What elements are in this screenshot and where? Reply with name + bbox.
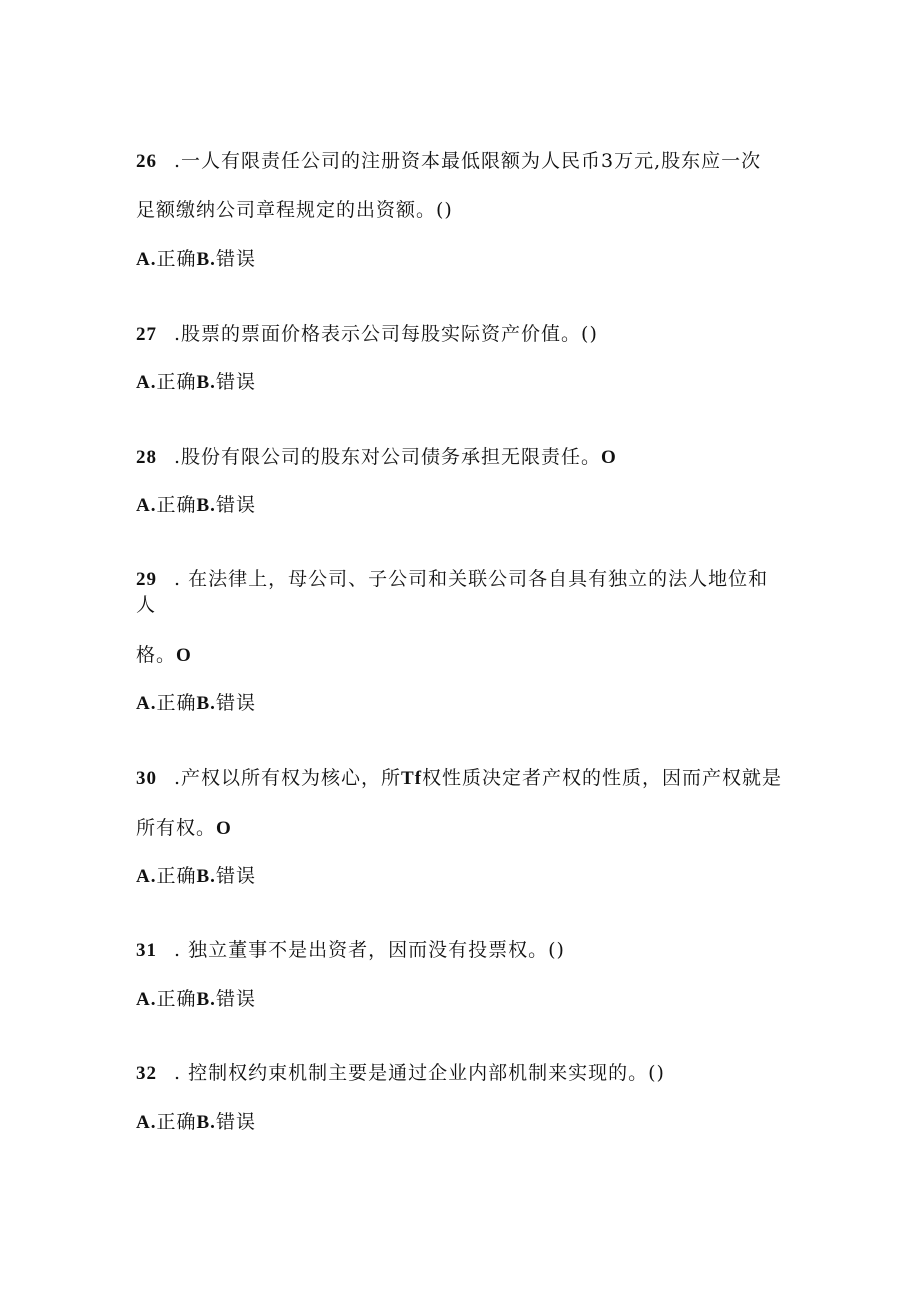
option-b-text: 错误	[215, 692, 256, 714]
option-a-text: 正确	[156, 988, 197, 1010]
question-number: 28	[136, 447, 157, 468]
option-b-label: B.	[196, 989, 216, 1010]
question-29-line-1	[136, 567, 768, 592]
option-b-label: B.	[196, 866, 216, 887]
answer-blank: O	[176, 645, 192, 666]
question-32-options	[136, 1110, 256, 1135]
question-29-line-1b	[136, 593, 156, 617]
question-26-options	[136, 247, 256, 272]
question-text: 人	[136, 594, 157, 616]
option-a-label: A.	[136, 249, 157, 270]
question-27-options	[136, 370, 256, 395]
option-b-label: B.	[196, 495, 216, 516]
question-29-options	[136, 691, 256, 716]
option-a-text: 正确	[156, 692, 197, 714]
question-30-options	[136, 864, 256, 889]
option-b-label: B.	[196, 372, 216, 393]
question-text: . 独立董事不是出资者，因而没有投票权。()	[174, 939, 565, 961]
question-text: . 控制权约束机制主要是通过企业内部机制来实现的。()	[174, 1062, 665, 1084]
option-a-text: 正确	[156, 371, 197, 393]
question-26-line-1	[136, 149, 761, 174]
question-27-line-1	[136, 322, 598, 347]
question-number: 29	[136, 569, 157, 590]
question-text: 权性质决定者产权的性质，因而产权就是	[422, 767, 783, 789]
question-number: 27	[136, 324, 157, 345]
option-a-text: 正确	[156, 494, 197, 516]
option-a-text: 正确	[156, 865, 197, 887]
option-a-label: A.	[136, 372, 157, 393]
question-number: 32	[136, 1063, 157, 1084]
option-a-text: 正确	[156, 248, 197, 270]
option-a-label: A.	[136, 495, 157, 516]
ocr-artifact-text: Tf	[401, 768, 423, 789]
answer-blank: O	[601, 447, 617, 468]
question-31-line-1	[136, 938, 565, 963]
option-b-text: 错误	[215, 248, 256, 270]
option-b-label: B.	[196, 1112, 216, 1133]
question-30-line-2	[136, 816, 232, 841]
question-text: .股份有限公司的股东对公司债务承担无限责任。	[174, 446, 602, 468]
option-b-label: B.	[196, 249, 216, 270]
question-number: 31	[136, 940, 157, 961]
question-32-line-1	[136, 1061, 665, 1086]
question-text: . 在法律上，母公司、子公司和关联公司各自具有独立的法人地位和	[174, 568, 769, 590]
question-text: .产权以所有权为核心，所	[174, 767, 402, 789]
question-28-options	[136, 493, 256, 518]
option-b-text: 错误	[215, 865, 256, 887]
question-text: 所有权。	[136, 817, 217, 839]
answer-blank: O	[216, 818, 232, 839]
question-text: 格。	[136, 644, 177, 666]
option-b-text: 错误	[215, 988, 256, 1010]
question-number: 26	[136, 151, 157, 172]
option-b-label: B.	[196, 693, 216, 714]
option-a-label: A.	[136, 989, 157, 1010]
question-text: 足额缴纳公司章程规定的出资额。()	[136, 199, 453, 221]
option-a-text: 正确	[156, 1111, 197, 1133]
option-b-text: 错误	[215, 371, 256, 393]
question-text: .股票的票面价格表示公司每股实际资产价值。()	[174, 323, 598, 345]
question-30-line-1	[136, 766, 782, 791]
question-29-line-2	[136, 643, 192, 668]
question-28-line-1	[136, 445, 617, 470]
option-a-label: A.	[136, 693, 157, 714]
question-26-line-2	[136, 198, 453, 222]
option-a-label: A.	[136, 1112, 157, 1133]
question-text: .一人有限责任公司的注册资本最低限额为人民币3万元,股东应一次	[174, 150, 762, 172]
option-a-label: A.	[136, 866, 157, 887]
question-number: 30	[136, 768, 157, 789]
option-b-text: 错误	[215, 1111, 256, 1133]
option-b-text: 错误	[215, 494, 256, 516]
question-31-options	[136, 987, 256, 1012]
